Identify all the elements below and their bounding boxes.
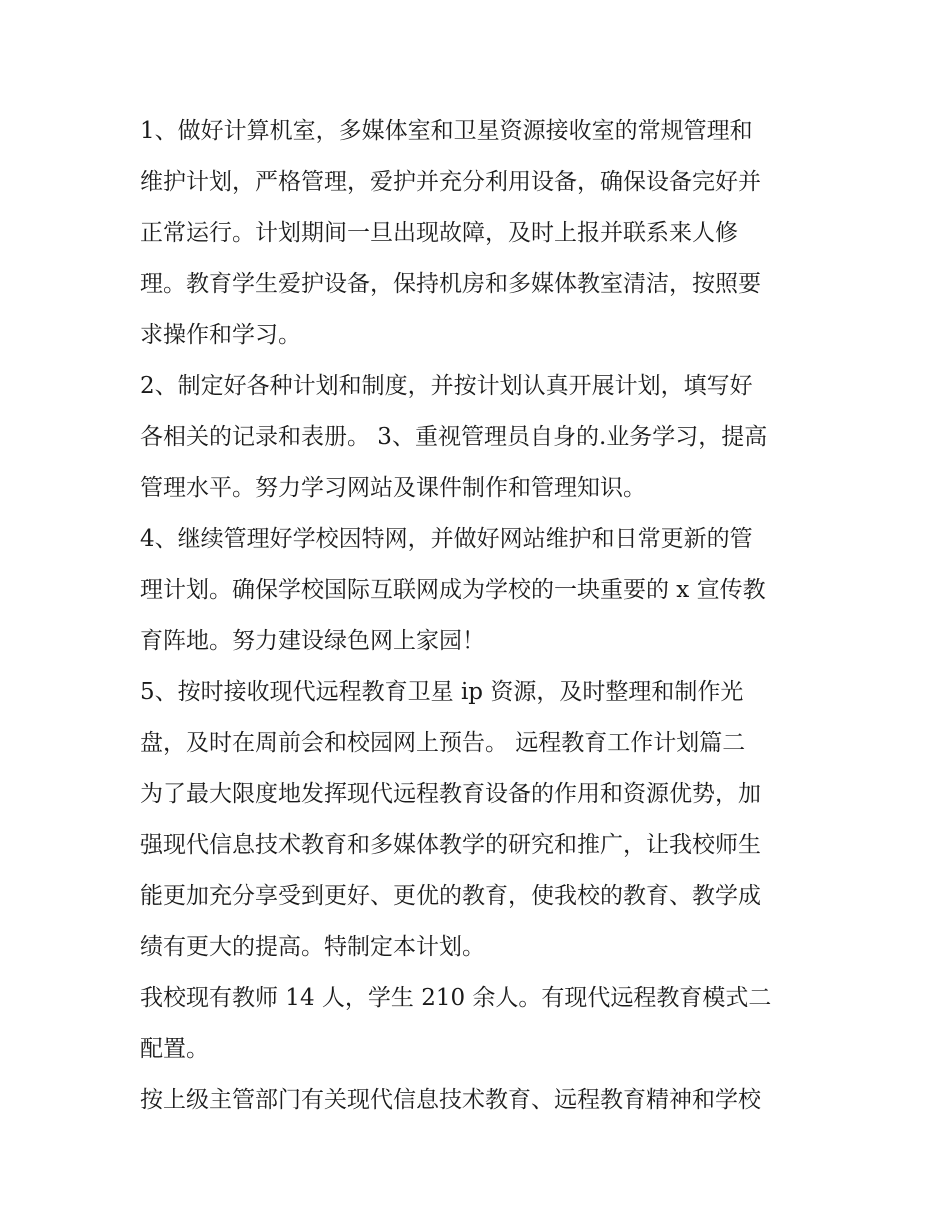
- text-line: 求操作和学习。: [140, 322, 301, 348]
- text-line: 能更加充分享受到更好、更优的教育，使我校的教育、教学成: [140, 883, 761, 909]
- text-line: 育阵地。努力建设绿色网上家园！: [140, 628, 485, 654]
- text-line: 正常运行。计划期间一旦出现故障，及时上报并联系来人修: [140, 220, 738, 246]
- text-line: 理计划。确保学校国际互联网成为学校的一块重要的 x 宣传教: [140, 577, 766, 603]
- text-line: 为了最大限度地发挥现代远程教育设备的作用和资源优势，加: [140, 781, 761, 807]
- paragraph-5: [140, 973, 820, 1075]
- text-line: 强现代信息技术教育和多媒体教学的研究和推广，让我校师生: [140, 832, 761, 858]
- text-line: 管理水平。努力学习网站及课件制作和管理知识。: [140, 475, 646, 501]
- text-line: 4、继续管理好学校因特网，并做好网站维护和日常更新的管: [140, 526, 753, 552]
- paragraph-6: [140, 1075, 820, 1126]
- text-line: 维护计划，严格管理，爱护并充分利用设备，确保设备完好并: [140, 169, 761, 195]
- text-line: 2、制定好各种计划和制度，并按计划认真开展计划，填写好: [140, 373, 753, 399]
- text-line: 理。教育学生爱护设备，保持机房和多媒体教室清洁，按照要: [140, 271, 761, 297]
- text-line: 盘，及时在周前会和校园网上预告。 远程教育工作计划篇二: [140, 730, 746, 756]
- paragraph-4: [140, 667, 820, 973]
- text-line: 绩有更大的提高。特制定本计划。: [140, 934, 485, 960]
- paragraph-1: [140, 106, 820, 361]
- text-line: 各相关的记录和表册。 3、重视管理员自身的.业务学习，提高: [140, 424, 768, 450]
- document-page: [140, 106, 820, 1126]
- text-line: 5、按时接收现代远程教育卫星 ip 资源，及时整理和制作光: [140, 679, 744, 705]
- text-line: 配置。: [140, 1036, 209, 1062]
- text-line: 我校现有教师 14 人，学生 210 余人。有现代远程教育模式二: [140, 985, 772, 1011]
- text-line: 1、做好计算机室，多媒体室和卫星资源接收室的常规管理和: [140, 118, 753, 144]
- paragraph-3: [140, 514, 820, 667]
- paragraph-2: [140, 361, 820, 514]
- text-line: 按上级主管部门有关现代信息技术教育、远程教育精神和学校: [140, 1087, 761, 1113]
